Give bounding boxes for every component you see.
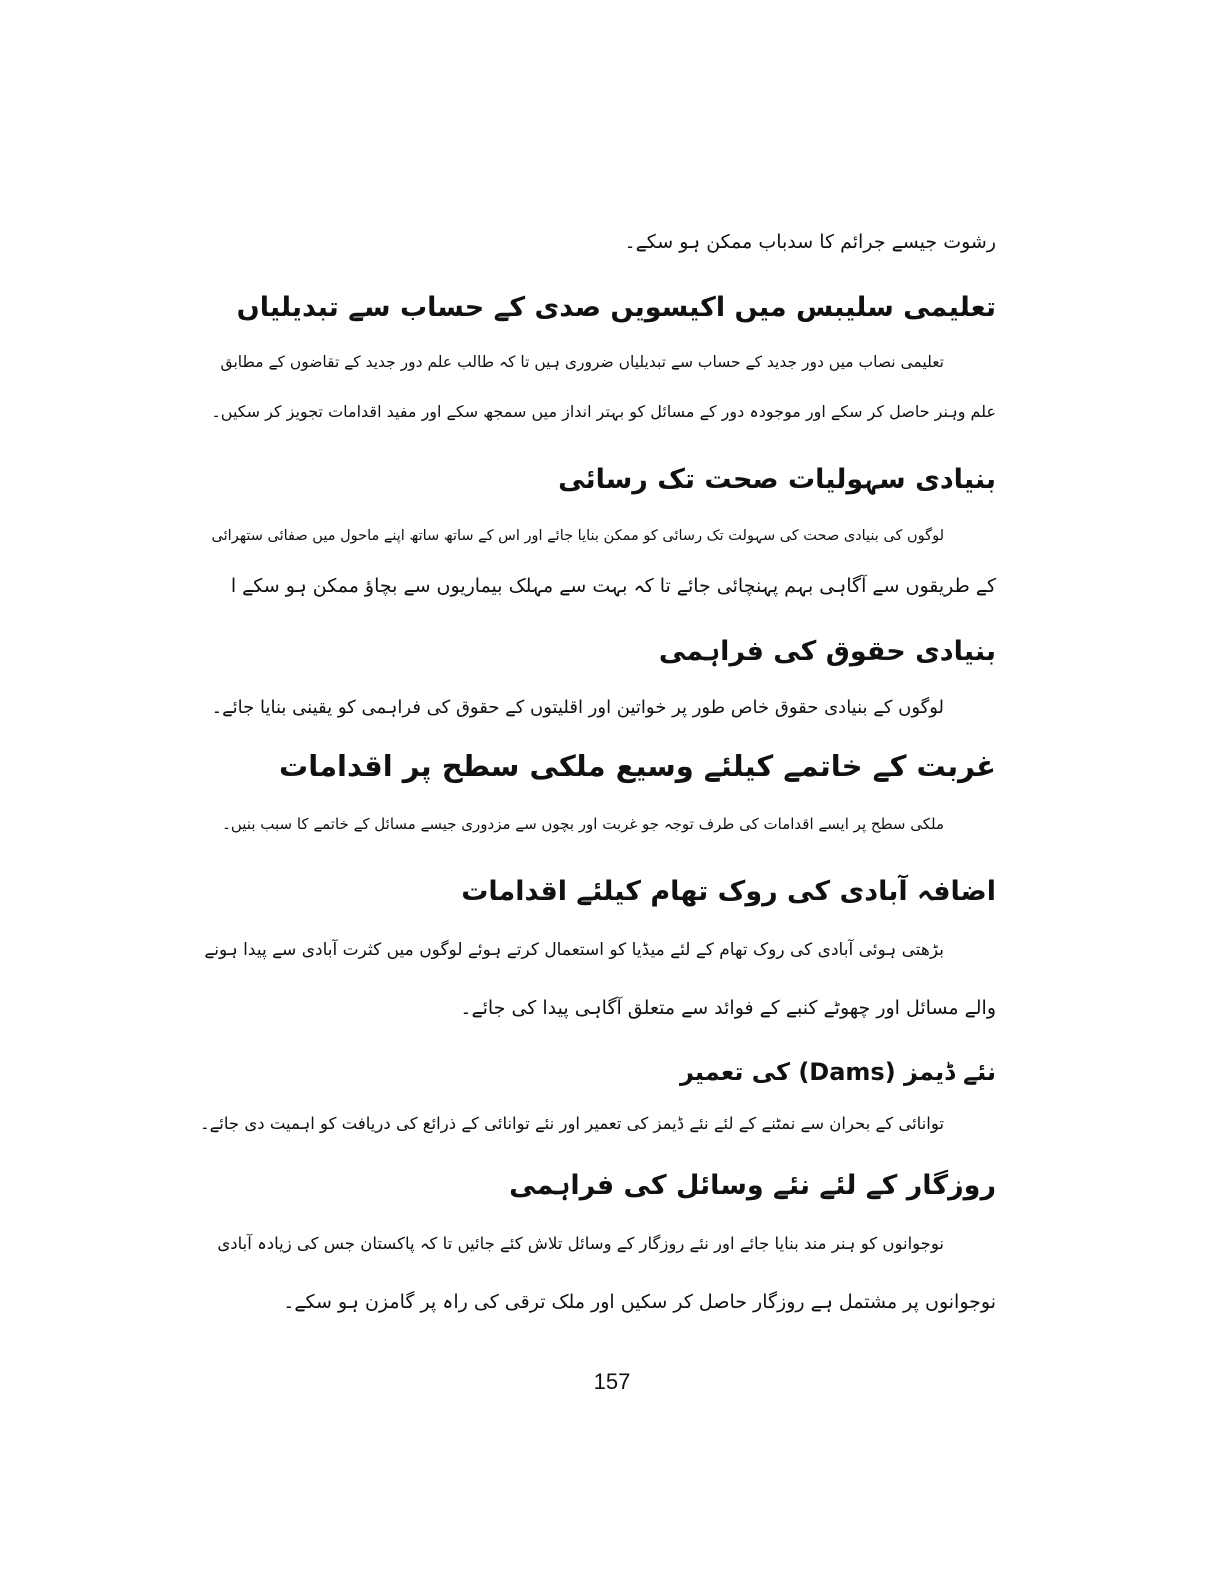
section-heading-dams: نئے ڈیمز (Dams) کی تعمیر	[680, 1058, 996, 1086]
paragraph-line: والے مسائل اور چھوٹے کنبے کے فوائد سے متعلق آگاہی پیدا کی جائے۔	[460, 997, 996, 1019]
paragraph-line: رشوت جیسے جرائم کا سدباب ممکن ہو سکے۔	[624, 231, 996, 253]
paragraph-line: علم وہنر حاصل کر سکے اور موجودہ دور کے مسائل کو بہتر انداز میں سمجھ سکے اور مفید اقدامات تجویز کر سکیں۔	[211, 402, 996, 421]
paragraph-line: ملکی سطح پر ایسے اقدامات کی طرف توجہ جو غربت اور بچوں سے مزدوری جیسے مسائل کے خاتمے کا سبب بنیں۔	[222, 815, 944, 833]
paragraph-line: بڑھتی ہوئی آبادی کی روک تھام کے لئے میڈیا کو استعمال کرتے ہوئے لوگوں میں کثرت آبادی سے پیدا ہونے	[204, 940, 944, 960]
section-heading-health: بنیادی سہولیات صحت تک رسائی	[558, 464, 996, 495]
paragraph-line: کے طریقوں سے آگاہی بہم پہنچائی جائے تا کہ بہت سے مہلک بیماریوں سے بچاؤ ممکن ہو سکے ا	[230, 575, 996, 597]
paragraph-line: توانائی کے بحران سے نمٹنے کے لئے نئے ڈیمز کی تعمیر اور نئے توانائی کے ذرائع کی دریافت کو اہمیت دی جائے۔	[199, 1114, 944, 1133]
section-heading-syllabus: تعلیمی سلیبس میں اکیسویں صدی کے حساب سے تبدیلیاں	[236, 292, 996, 323]
section-heading-poverty: غربت کے خاتمے کیلئے وسیع ملکی سطح پر اقدامات	[279, 749, 996, 783]
page-number: 157	[593, 1369, 631, 1394]
paragraph-line: لوگوں کی بنیادی صحت کی سہولت تک رسائی کو ممکن بنایا جائے اور اس کے ساتھ ساتھ اپنے ماحول میں صفائی ستھرائی	[211, 528, 944, 544]
paragraph-line: نوجوانوں کو ہنر مند بنایا جائے اور نئے روزگار کے وسائل تلاش کئے جائیں تا کہ پاکستان جس کی زیادہ آبادی	[217, 1234, 944, 1253]
paragraph-line: لوگوں کے بنیادی حقوق خاص طور پر خواتین اور اقلیتوں کے حقوق کی فراہمی کو یقینی بنایا جائے۔	[211, 697, 944, 718]
paragraph-line: نوجوانوں پر مشتمل ہے روزگار حاصل کر سکیں اور ملک ترقی کی راہ پر گامزن ہو سکے۔	[283, 1291, 996, 1313]
section-heading-rights: بنیادی حقوق کی فراہمی	[658, 636, 996, 667]
section-heading-population: اضافہ آبادی کی روک تھام کیلئے اقدامات	[461, 876, 996, 907]
paragraph-line: تعلیمی نصاب میں دور جدید کے حساب سے تبدیلیاں ضروری ہیں تا کہ طالب علم دور جدید کے تقاضوں کے مطابق	[220, 353, 944, 371]
section-heading-employment: روزگار کے لئے نئے وسائل کی فراہمی	[509, 1170, 996, 1201]
